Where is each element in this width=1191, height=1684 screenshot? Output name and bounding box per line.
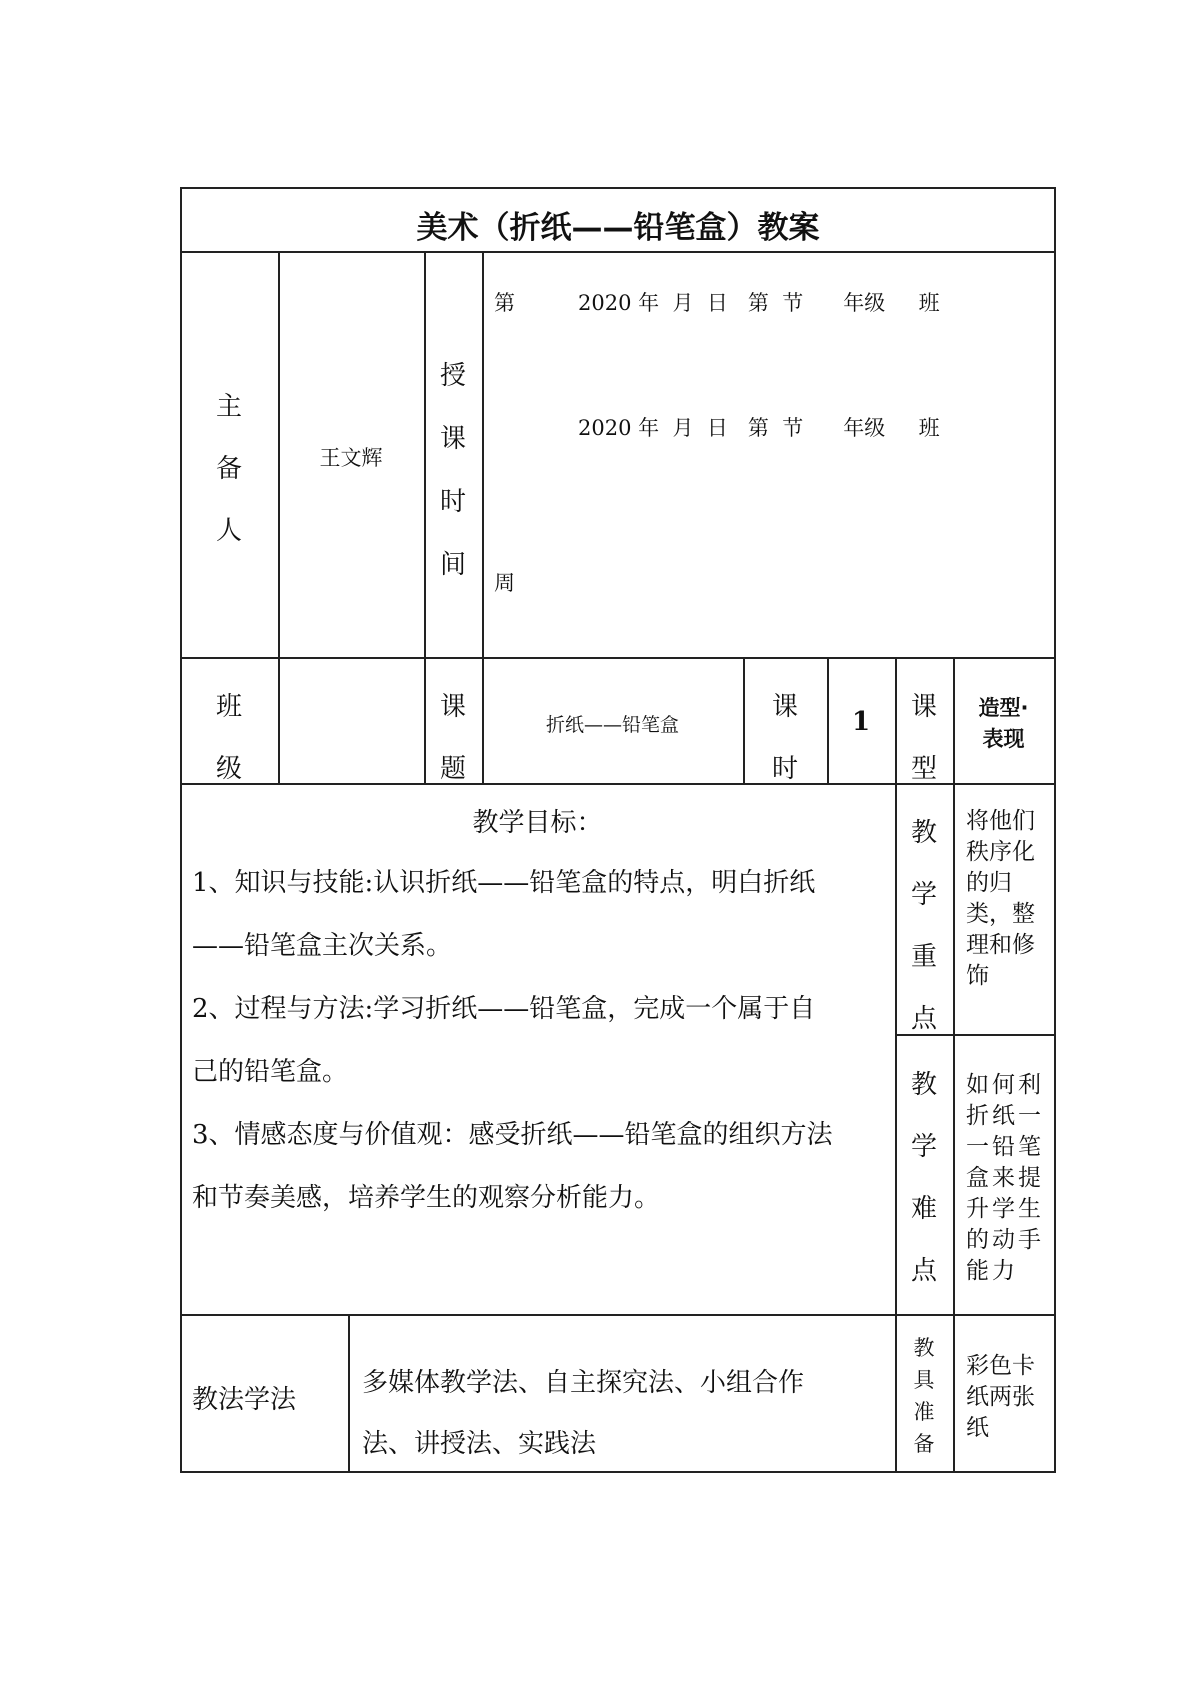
objectives-heading: 教学目标： bbox=[472, 808, 603, 838]
page-title: 美术（折纸——铅笔盒）教案 bbox=[416, 210, 820, 246]
table-line-col3 bbox=[482, 251, 484, 785]
objective-line: 3、情感态度与价值观：感受折纸——铅笔盒的组织方法 bbox=[192, 1120, 833, 1150]
hours-value: 1 bbox=[851, 707, 871, 737]
topic-label: 课 题 bbox=[439, 692, 466, 784]
key-points-label: 教 学 重 点 bbox=[910, 818, 937, 1034]
preparer-label: 主 备 人 bbox=[215, 392, 242, 546]
time-line2: 2020 年 月 日 第 节 年级 班 bbox=[578, 416, 940, 440]
objective-line: ——铅笔盒主次关系。 bbox=[192, 931, 453, 961]
table-line-below-objectives bbox=[180, 1314, 1056, 1316]
objective-line: 己的铅笔盒。 bbox=[192, 1057, 349, 1087]
methods-label: 教法学法 bbox=[192, 1385, 297, 1415]
methods-line: 法、讲授法、实践法 bbox=[362, 1429, 597, 1459]
time-week: 周 bbox=[494, 571, 515, 595]
key-points-text: 将他们 秩序化 的归 类，整 理和修 饰 bbox=[966, 808, 1035, 989]
tools-label: 教 具 准 备 bbox=[913, 1336, 935, 1456]
type-value: 造型· 表现 bbox=[978, 696, 1029, 751]
table-line-below-header bbox=[180, 657, 1056, 659]
class-label: 班 级 bbox=[215, 692, 242, 784]
table-line-col7 bbox=[953, 657, 955, 1473]
table-border-top bbox=[180, 187, 1056, 189]
difficulties-label: 教 学 难 点 bbox=[910, 1070, 937, 1286]
table-border-bottom bbox=[180, 1471, 1056, 1473]
teaching-time-label: 授 课 时 间 bbox=[439, 361, 466, 580]
tools-text: 彩色卡 纸两张 纸 bbox=[966, 1353, 1035, 1441]
hours-label: 课 时 bbox=[771, 692, 798, 784]
table-border-right bbox=[1054, 187, 1056, 1473]
preparer-name: 王文辉 bbox=[319, 446, 383, 470]
difficulties-text: 如何利 折纸一 一铅笔 盒来提 升学生 的动手 能力 bbox=[966, 1072, 1044, 1284]
table-line-below-title bbox=[180, 251, 1056, 253]
table-line-col1 bbox=[278, 251, 280, 785]
objective-line: 1、知识与技能:认识折纸——铅笔盒的特点，明白折纸 bbox=[192, 868, 816, 898]
time-line1: 2020 年 月 日 第 节 年级 班 bbox=[578, 291, 940, 315]
objective-line: 和节奏美感，培养学生的观察分析能力。 bbox=[192, 1183, 661, 1213]
topic-value: 折纸——铅笔盒 bbox=[545, 714, 679, 736]
time-line1-prefix: 第 bbox=[494, 291, 515, 315]
table-line-methods-split bbox=[348, 1314, 350, 1473]
objective-line: 2、过程与方法:学习折纸——铅笔盒，完成一个属于自 bbox=[192, 994, 816, 1024]
type-label: 课 型 bbox=[910, 692, 937, 784]
methods-line: 多媒体教学法、自主探究法、小组合作 bbox=[362, 1368, 805, 1398]
